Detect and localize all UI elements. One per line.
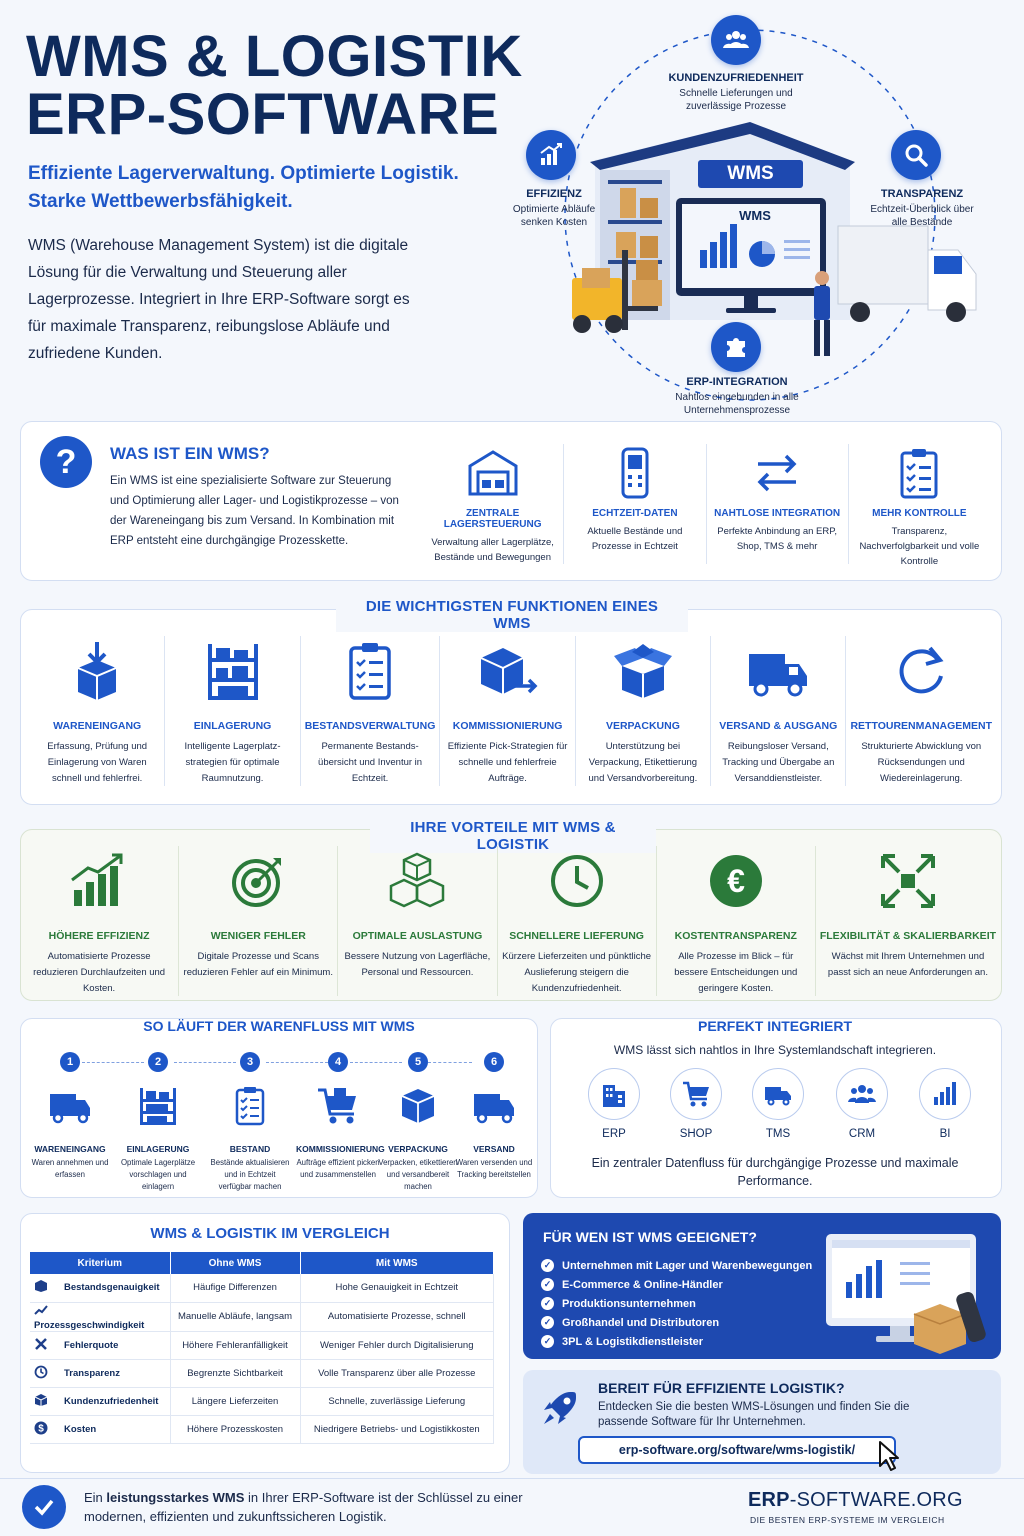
vorteil-text: Alle Prozesse im Blick – für bessere Entscheidungen und geringere Kosten.	[674, 951, 798, 994]
box-icon	[34, 1279, 50, 1296]
vorteil-flexibilitaet	[815, 846, 1000, 996]
criterion-label: Fehlerquote	[64, 1339, 119, 1351]
vorteil-text: Kürzere Lieferzeiten und pünktliche Auslieferung steigern die Kundenzufriedenheit.	[502, 951, 652, 994]
funktion-text: Unterstützung bei Verpackung, Etikettierung und Versandvorbereitung.	[588, 741, 698, 784]
table-cell: Häufige Differenzen	[170, 1274, 300, 1302]
search-icon	[891, 130, 941, 180]
list-item-label: E-Commerce & Online-Händler	[562, 1278, 723, 1291]
vorteil-text: Bessere Nutzung von Lagerfläche, Personal und Ressourcen.	[344, 951, 491, 978]
funktion-title: VERSAND & AUSGANG	[719, 720, 838, 732]
monitor-scanner-illustration	[822, 1232, 992, 1354]
transparenz-title: TRANSPARENZ	[880, 188, 964, 200]
shelf-icon	[116, 1082, 200, 1130]
integration-crm	[834, 1068, 890, 1140]
criterion-label: Kosten	[64, 1423, 97, 1435]
check-icon: ✓	[541, 1278, 554, 1291]
step-text: Verpacken, etikettieren und versandbereit machen	[378, 1158, 458, 1191]
boxes-icon	[342, 846, 492, 916]
integration-label: SHOP	[679, 1128, 713, 1140]
feature-text: Transparenz, Nachverfolgbarkeit und volle Kontrolle	[859, 526, 980, 567]
funktion-text: Strukturierte Abwicklung von Rücksendungen und Wiedereinlagerung.	[861, 741, 982, 784]
list-item	[541, 1332, 812, 1351]
label-effizienz	[506, 188, 602, 229]
clipboard-list-icon	[208, 1082, 292, 1130]
table-cell: Höhere Prozesskosten	[170, 1415, 300, 1443]
integration-shop	[668, 1068, 724, 1140]
cta-title: BEREIT FÜR EFFIZIENTE LOGISTIK?	[598, 1380, 845, 1396]
table-cell: Niedrigere Betriebs- und Logistikkosten	[300, 1415, 494, 1443]
flow-step-einlagerung	[116, 1052, 200, 1193]
vorteil-hoehere-effizienz	[20, 846, 178, 996]
table-cell: Manuelle Abläufe, langsam	[170, 1302, 300, 1331]
footer-text-part: Ein	[84, 1490, 107, 1505]
vorteil-kostentransparenz	[656, 846, 815, 996]
step-number: 5	[408, 1052, 428, 1072]
check-icon: ✓	[541, 1297, 554, 1310]
funktion-title: BESTANDSVERWALTUNG	[304, 720, 436, 732]
feature-title: ZENTRALE LAGERSTEUERUNG	[443, 508, 542, 530]
step-number: 6	[484, 1052, 504, 1072]
step-title: EINLAGERUNG	[126, 1144, 190, 1154]
brand-logo	[748, 1489, 963, 1512]
kundenzufriedenheit-text: Schnelle Lieferungen und zuverlässige Prozesse	[679, 88, 793, 112]
brand-rest: -SOFTWARE.ORG	[789, 1489, 963, 1511]
warenfluss-title: SO LÄUFT DER WARENFLUSS MIT WMS	[143, 1018, 415, 1034]
step-title: BESTAND	[229, 1144, 271, 1154]
chart-up-icon	[526, 130, 576, 180]
dollar-icon	[34, 1421, 50, 1438]
package-icon	[34, 1393, 50, 1410]
refresh-icon	[850, 636, 992, 706]
vorteil-optimale-auslastung	[337, 846, 496, 996]
integration-tms	[750, 1068, 806, 1140]
hero-subtitle-line1: Effiziente Lagerverwaltung. Optimierte Logistik.	[28, 163, 459, 184]
arrows-exchange-icon	[711, 444, 844, 502]
funktion-kommissionierung	[439, 636, 574, 786]
cursor-icon	[876, 1440, 906, 1472]
effizienz-title: EFFIZIENZ	[526, 188, 582, 200]
list-item-label: Produktionsunternehmen	[562, 1297, 696, 1310]
criterion-label: Bestandsgenauigkeit	[64, 1282, 160, 1294]
check-icon: ✓	[541, 1335, 554, 1348]
rocket-icon	[540, 1388, 580, 1428]
flow-step-bestand	[208, 1052, 292, 1193]
svg-text:€: €	[726, 863, 745, 899]
clipboard-list-icon	[305, 636, 436, 706]
step-number: 1	[60, 1052, 80, 1072]
table-cell: Volle Transparenz über alle Prozesse	[300, 1359, 494, 1387]
vorteil-weniger-fehler	[178, 846, 337, 996]
feature-title: MEHR KONTROLLE	[872, 508, 967, 519]
integration-label: BI	[939, 1128, 951, 1140]
hero-title-line1: WMS & LOGISTIK	[26, 24, 523, 89]
funktion-text: Erfassung, Prüfung und Einlagerung von Waren schnell und fehlerfrei.	[47, 741, 148, 784]
integration-label: ERP	[602, 1128, 626, 1140]
warehouse-sign: WMS	[727, 163, 774, 184]
label-erp-integration	[662, 376, 812, 417]
warehouse-icon	[426, 444, 559, 502]
footer-text-part: in Ihrer ERP-Software ist der Schlüssel zu einer modernen, effizienten und zukunftssicheren Logistik.	[84, 1490, 523, 1524]
table-row	[30, 1387, 494, 1415]
table-cell: Weniger Fehler durch Digitalisierung	[300, 1331, 494, 1359]
funktion-wareneingang	[30, 636, 164, 786]
criterion-label: Prozessgeschwindigkeit	[34, 1319, 145, 1331]
flow-step-kommissionierung	[296, 1052, 385, 1181]
table-cell	[30, 1359, 170, 1387]
integriert-title: PERFEKT INTEGRIERT	[697, 1018, 852, 1034]
truck-icon	[28, 1082, 112, 1130]
feature-text: Verwaltung aller Lagerplätze, Bestände und Bewegungen	[431, 537, 554, 563]
building-icon	[588, 1068, 640, 1120]
feature-title: NAHTLOSE INTEGRATION	[714, 508, 841, 519]
expand-icon	[820, 846, 996, 916]
table-cell: Hohe Genauigkeit in Echtzeit	[300, 1274, 494, 1302]
table-cell	[30, 1302, 170, 1331]
step-title: VERPACKUNG	[388, 1144, 448, 1154]
step-title: VERSAND	[473, 1144, 515, 1154]
list-item-label: 3PL & Logistikdienstleister	[562, 1335, 704, 1348]
list-item	[541, 1313, 812, 1332]
table-row	[30, 1415, 494, 1443]
hero-description: WMS (Warehouse Management System) ist die digitale Lösung für die Verwaltung und Steuerung aller Lagerprozesse. Integriert in Ihre ERP-Software sorgt es für maximale Transparenz, reibungslose Abläufe und zufriedene Kunden.	[28, 237, 410, 362]
step-text: Aufträge effizient picken und zusammenstellen	[296, 1158, 380, 1179]
package-icon	[376, 1082, 460, 1130]
vorteil-title: HÖHERE EFFIZIENZ	[48, 930, 150, 942]
vorteil-text: Automatisierte Prozesse reduzieren Durchlaufzeiten und Kosten.	[33, 951, 166, 994]
integriert-subtitle: WMS lässt sich nahtlos in Ihre Systemlandschaft integrieren.	[613, 1043, 937, 1057]
question-icon: ?	[40, 436, 92, 488]
fuer-wen-list	[541, 1256, 812, 1351]
funktion-title: WARENEINGANG	[53, 720, 142, 732]
truck-icon	[452, 1082, 536, 1130]
vergleich-title: WMS & LOGISTIK IM VERGLEICH	[150, 1225, 390, 1242]
hero-title-line2: ERP-SOFTWARE	[26, 82, 500, 147]
label-kundenzufriedenheit	[660, 72, 812, 113]
svg-text:$: $	[38, 1423, 44, 1434]
feature-mehr-kontrolle	[848, 444, 990, 567]
shelf-icon	[169, 636, 295, 706]
step-number: 4	[328, 1052, 348, 1072]
euro-icon	[661, 846, 811, 916]
truck-icon	[715, 636, 841, 706]
target-icon	[183, 846, 333, 916]
list-item-label: Unternehmen mit Lager und Warenbewegungen	[562, 1259, 813, 1272]
was-ist-title: WAS IST EIN WMS?	[110, 444, 270, 463]
funktion-bestandsverwaltung	[300, 636, 440, 786]
table-cell: Höhere Fehleranfälligkeit	[170, 1331, 300, 1359]
feature-text: Aktuelle Bestände und Prozesse in Echtzeit	[587, 526, 683, 552]
feature-text: Perfekte Anbindung an ERP, Shop, TMS & mehr	[717, 526, 837, 552]
bar-chart-icon	[919, 1068, 971, 1120]
comparison-table	[30, 1252, 494, 1444]
vorteil-title: OPTIMALE AUSLASTUNG	[352, 930, 483, 942]
flow-step-verpackung	[376, 1052, 460, 1193]
brand-bold: ERP	[748, 1489, 790, 1511]
effizienz-text: Optimierte Abläufe senken Kosten	[512, 204, 596, 228]
clock-icon	[502, 846, 652, 916]
table-header-row	[30, 1252, 494, 1274]
clock-icon	[34, 1365, 50, 1382]
was-ist-features	[422, 444, 990, 567]
funktion-einlagerung	[164, 636, 299, 786]
footer-text	[84, 1488, 544, 1526]
step-text: Waren annehmen und erfassen	[31, 1158, 109, 1179]
growth-chart-icon	[24, 846, 174, 916]
table-cell	[30, 1331, 170, 1359]
vorteil-title: WENIGER FEHLER	[210, 930, 306, 942]
check-circle-icon	[22, 1485, 66, 1529]
list-item	[541, 1256, 812, 1275]
funktion-text: Permanente Bestands-übersicht und Inventur in Echtzeit.	[318, 741, 423, 784]
table-row	[30, 1359, 494, 1387]
table-cell: Begrenzte Sichtbarkeit	[170, 1359, 300, 1387]
hero-subtitle-line2: Starke Wettbewerbsfähigkeit.	[28, 191, 293, 212]
vorteil-text: Digitale Prozesse und Scans reduzieren Fehler auf ein Minimum.	[183, 951, 333, 978]
criterion-label: Kundenzufriedenheit	[64, 1395, 159, 1407]
monitor-label: WMS	[739, 208, 771, 223]
funktion-title: KOMMISSIONIERUNG	[452, 720, 563, 732]
cart-icon	[296, 1082, 380, 1130]
kundenzufriedenheit-title: KUNDENZUFRIEDENHEIT	[668, 72, 804, 84]
column-header: Ohne WMS	[170, 1252, 300, 1274]
table-cell	[30, 1274, 170, 1302]
step-title: WARENEINGANG	[34, 1144, 106, 1154]
step-number: 3	[240, 1052, 260, 1072]
truck-icon	[752, 1068, 804, 1120]
check-icon: ✓	[541, 1259, 554, 1272]
feature-nahtlose-integration	[706, 444, 848, 564]
integriert-footer: Ein zentraler Datenfluss für durchgängige Prozesse und maximale Performance.	[591, 1156, 959, 1188]
fuer-wen-title: FÜR WEN IST WMS GEEIGNET?	[543, 1229, 757, 1245]
vorteil-text: Wächst mit Ihrem Unternehmen und passt sich an neue Anforderungen an.	[827, 951, 988, 978]
flow-step-wareneingang	[28, 1052, 112, 1181]
vorteil-title: KOSTENTRANSPARENZ	[674, 930, 797, 942]
scanner-icon	[568, 444, 701, 502]
check-icon: ✓	[541, 1316, 554, 1329]
cart-icon	[670, 1068, 722, 1120]
cta-text: Entdecken Sie die besten WMS-Lösungen und finden Sie die passende Software für Ihr Unternehmen.	[598, 1401, 910, 1428]
users-icon	[836, 1068, 888, 1120]
table-cell: Schnelle, zuverlässige Lieferung	[300, 1387, 494, 1415]
x-icon	[34, 1337, 50, 1354]
table-row	[30, 1302, 494, 1331]
was-ist-text: Ein WMS ist eine spezialisierte Software zur Steuerung und Optimierung aller Lager- und Logistikprozesse – von der Wareneingang bis zum Versand. In Kombination mit ERP entsteht eine durchgängige Prozesskette.	[110, 475, 399, 547]
open-box-icon	[580, 636, 706, 706]
step-title: KOMMISSIONIERUNG	[296, 1144, 385, 1154]
table-row	[30, 1331, 494, 1359]
clipboard-check-icon	[853, 444, 986, 502]
vorteil-title: SCHNELLERE LIEFERUNG	[509, 930, 644, 942]
hero-illustration	[500, 10, 1020, 420]
footer-text-highlight: leistungsstarkes WMS	[106, 1490, 245, 1505]
integration-bi	[917, 1068, 973, 1140]
funktion-title: EINLAGERUNG	[193, 720, 272, 732]
feature-echtzeit-daten	[563, 444, 705, 564]
flow-step-versand	[452, 1052, 536, 1181]
box-in-icon	[34, 636, 160, 706]
table-row	[30, 1274, 494, 1302]
funktion-verpackung	[575, 636, 710, 786]
hero-subtitle	[28, 160, 498, 216]
users-icon	[711, 15, 761, 65]
column-header: Kriterium	[30, 1252, 170, 1274]
box-out-icon	[444, 636, 570, 706]
table-cell: Automatisierte Prozesse, schnell	[300, 1302, 494, 1331]
step-text: Bestände aktualisieren und in Echtzeit verfügbar machen	[210, 1158, 290, 1191]
speed-icon	[34, 1303, 50, 1320]
vorteile-heading: IHRE VORTEILE MIT WMS & LOGISTIK	[370, 819, 656, 853]
funktion-text: Reibungsloser Versand, Tracking und Übergabe an Versanddienstleister.	[722, 741, 835, 784]
erp-integration-title: ERP-INTEGRATION	[686, 376, 788, 388]
vorteil-title: FLEXIBILITÄT & SKALIERBARKEIT	[819, 930, 997, 942]
puzzle-icon	[711, 322, 761, 372]
step-text: Optimale Lagerplätze vorschlagen und einlagern	[120, 1158, 196, 1191]
transparenz-text: Echtzeit-Überblick über alle Bestände	[870, 204, 974, 228]
hero-title	[26, 24, 523, 147]
feature-zentrale-lagersteuerung	[422, 444, 563, 564]
funktion-title: VERPACKUNG	[605, 720, 680, 732]
integration-erp	[586, 1068, 642, 1140]
criterion-label: Transparenz	[64, 1367, 120, 1379]
funktion-text: Intelligente Lagerplatz-strategien für optimale Raumnutzung.	[184, 741, 281, 784]
table-cell	[30, 1415, 170, 1443]
funktion-title: RETTOURENMANAGEMENT	[850, 720, 993, 732]
erp-integration-text: Nahtlos eingebunden in alle Unternehmensprozesse	[675, 392, 799, 416]
table-cell: Längere Lieferzeiten	[170, 1387, 300, 1415]
brand-tagline: DIE BESTEN ERP-SYSTEME IM VERGLEICH	[750, 1515, 945, 1525]
integration-label: TMS	[765, 1128, 791, 1140]
vorteil-schnellere-lieferung	[497, 846, 656, 996]
label-transparenz	[868, 188, 976, 229]
step-text: Waren versenden und Tracking bereitstellen	[455, 1158, 533, 1179]
table-cell	[30, 1387, 170, 1415]
funktionen-heading: DIE WICHTIGSTEN FUNKTIONEN EINES WMS	[336, 598, 688, 632]
funktion-retourenmanagement	[845, 636, 996, 786]
list-item-label: Großhandel und Distributoren	[562, 1316, 720, 1329]
funktion-versand-ausgang	[710, 636, 845, 786]
cta-link-button[interactable]: erp-software.org/software/wms-logistik/	[578, 1436, 896, 1464]
list-item	[541, 1294, 812, 1313]
funktion-text: Effiziente Pick-Strategien für schnelle und fehlerfreie Aufträge.	[447, 741, 568, 784]
column-header: Mit WMS	[300, 1252, 494, 1274]
funktionen-row	[30, 636, 996, 786]
feature-title: ECHTZEIT-DATEN	[592, 508, 678, 519]
integration-label: CRM	[848, 1128, 876, 1140]
list-item	[541, 1275, 812, 1294]
vorteile-row	[20, 846, 1000, 996]
step-number: 2	[148, 1052, 168, 1072]
